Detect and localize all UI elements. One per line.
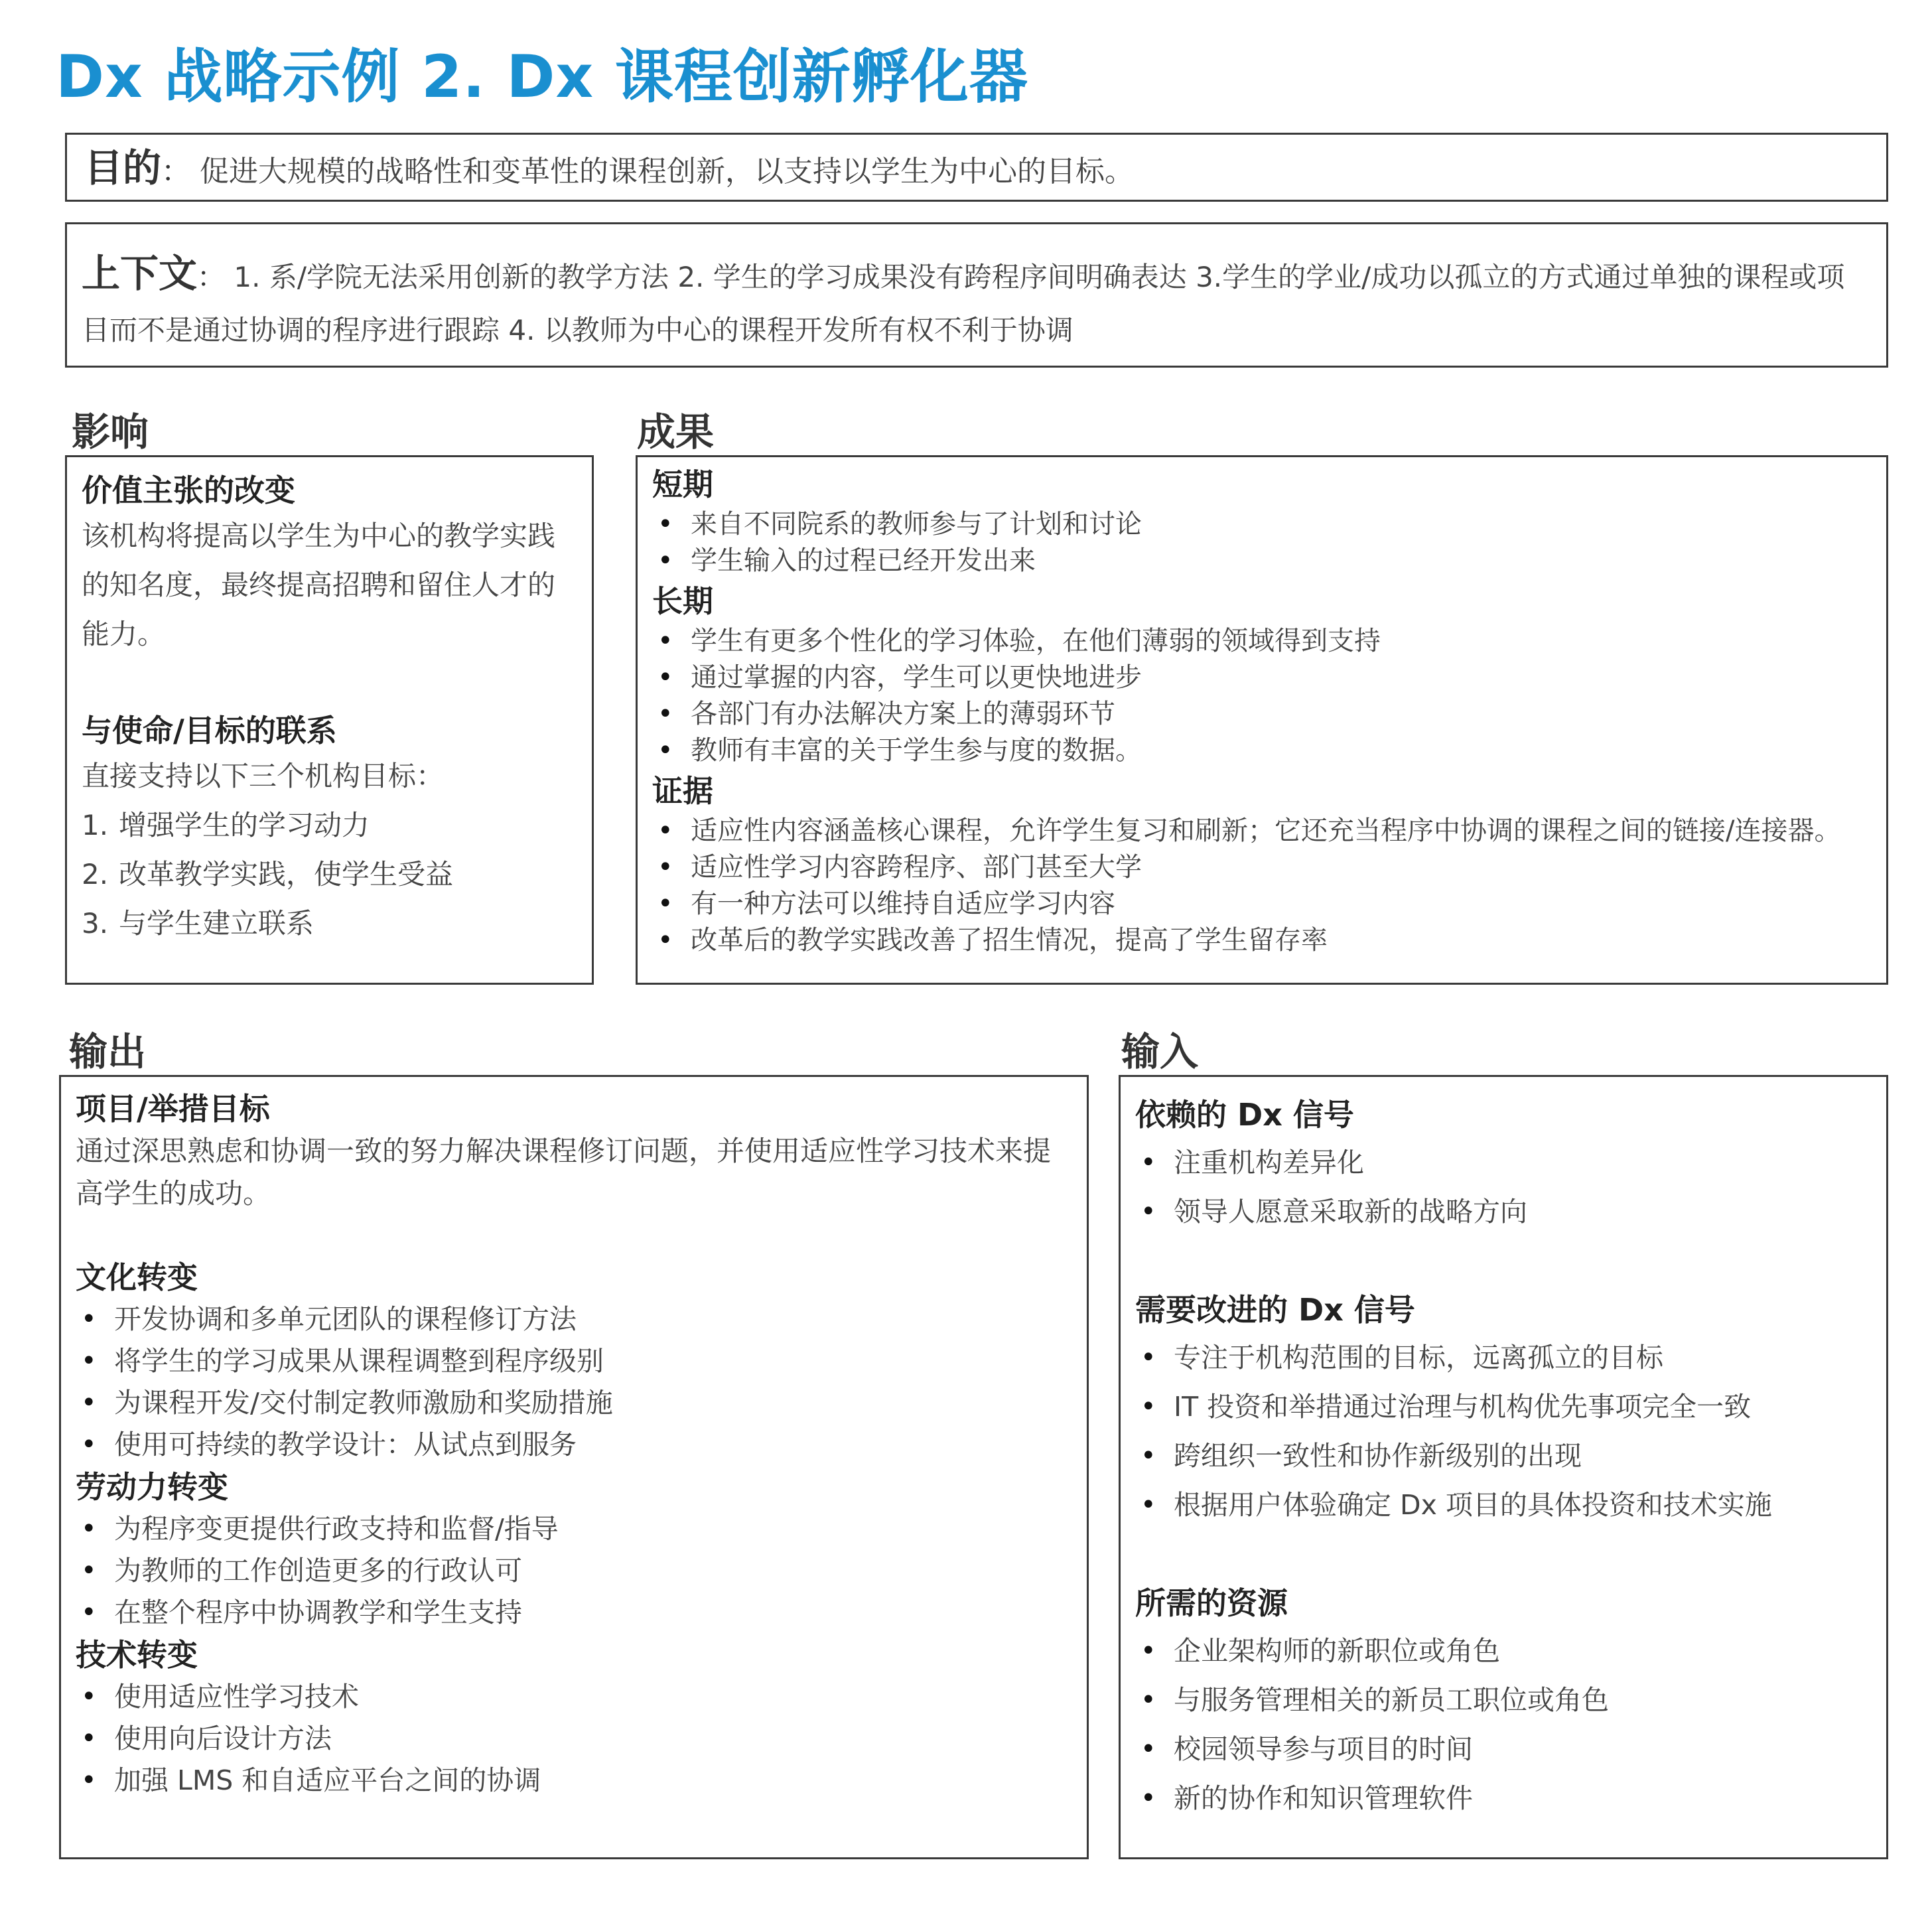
list-item: • 来自不同院系的教师参与了计划和讨论 xyxy=(652,506,1872,543)
list-item: 3. 与学生建立联系 xyxy=(82,907,314,940)
culture-list xyxy=(76,1299,1072,1466)
workforce-title: 劳动力转变 xyxy=(76,1469,228,1505)
list-item: • 通过掌握的内容，学生可以更快地进步 xyxy=(652,660,1872,696)
page-title: Dx 战略示例 2. Dx 课程创新孵化器 xyxy=(56,42,1028,111)
list-item: • IT 投资和举措通过治理与机构优先事项完全一致 xyxy=(1135,1382,1872,1431)
inputs-box xyxy=(1119,1075,1888,1859)
list-item: 1. 增强学生的学习动力 xyxy=(82,809,370,841)
resources-title: 所需的资源 xyxy=(1135,1585,1288,1621)
project-title: 项目/举措目标 xyxy=(76,1091,270,1127)
outputs-heading: 输出 xyxy=(69,1029,147,1074)
list-item: • 注重机构差异化 xyxy=(1135,1138,1872,1187)
list-item: • 新的协作和知识管理软件 xyxy=(1135,1774,1872,1823)
mission-text: 直接支持以下三个机构目标： xyxy=(82,760,445,792)
purpose-text: 促进大规模的战略性和变革性的课程创新，以支持以学生为中心的目标。 xyxy=(200,155,1135,188)
evidence-title: 证据 xyxy=(652,773,713,809)
list-item: • 加强 LMS 和自适应平台之间的协调 xyxy=(76,1760,1072,1802)
list-item: • 开发协调和多单元团队的课程修订方法 xyxy=(76,1299,1072,1340)
influence-box xyxy=(65,455,594,985)
list-item: • 使用向后设计方法 xyxy=(76,1718,1072,1760)
list-item: • 使用可持续的教学设计：从试点到服务 xyxy=(76,1424,1072,1466)
list-item: • 改革后的教学实践改善了招生情况，提高了学生留存率 xyxy=(652,922,1872,959)
project-text: 通过深思熟虑和协调一致的努力解决课程修订问题，并使用适应性学习技术来提高学生的成功。 xyxy=(76,1135,1052,1210)
list-item: • 适应性学习内容跨程序、部门甚至大学 xyxy=(652,849,1872,886)
list-item: • 为教师的工作创造更多的行政认可 xyxy=(76,1550,1072,1592)
list-item: • 使用适应性学习技术 xyxy=(76,1676,1072,1718)
list-item: • 领导人愿意采取新的战略方向 xyxy=(1135,1187,1872,1236)
short-term-list xyxy=(652,506,1872,579)
culture-title: 文化转变 xyxy=(76,1259,198,1295)
workforce-list xyxy=(76,1508,1072,1634)
tech-list xyxy=(76,1676,1072,1802)
improve-list xyxy=(1135,1333,1872,1529)
inputs-heading: 输入 xyxy=(1121,1029,1199,1074)
value-prop-text: 该机构将提高以学生为中心的教学实践的知名度，最终提高招聘和留住人才的能力。 xyxy=(82,520,556,650)
improve-title: 需要改进的 Dx 信号 xyxy=(1135,1292,1415,1328)
list-item: • 学生输入的过程已经开发出来 xyxy=(652,543,1872,579)
context-sep: ： xyxy=(197,261,226,293)
list-item: • 根据用户体验确定 Dx 项目的具体投资和技术实施 xyxy=(1135,1480,1872,1529)
long-term-title: 长期 xyxy=(652,583,713,619)
mission-title: 与使命/目标的联系 xyxy=(82,713,337,748)
list-item: • 校园领导参与项目的时间 xyxy=(1135,1725,1872,1774)
outputs-box xyxy=(59,1075,1089,1859)
tech-title: 技术转变 xyxy=(76,1637,198,1673)
purpose-label: 目的 xyxy=(84,145,162,190)
rely-list xyxy=(1135,1138,1872,1236)
list-item: • 为程序变更提供行政支持和监督/指导 xyxy=(76,1508,1072,1550)
context-text: 1. 系/学院无法采用创新的教学方法 2. 学生的学习成果没有跨程序间明确表达 3.学生的学业/成功以孤立的方式通过单独的课程或项目而不是通过协调的程序进行跟踪 4. 以教师为中心的课程开发所有权不利于协调 xyxy=(82,261,1845,346)
list-item: 2. 改革教学实践，使学生受益 xyxy=(82,858,454,890)
outcomes-box xyxy=(636,455,1888,985)
list-item: • 有一种方法可以维持自适应学习内容 xyxy=(652,886,1872,922)
list-item: • 各部门有办法解决方案上的薄弱环节 xyxy=(652,696,1872,733)
list-item: • 与服务管理相关的新员工职位或角色 xyxy=(1135,1675,1872,1725)
goals-list xyxy=(82,801,577,948)
value-prop-title: 价值主张的改变 xyxy=(82,472,295,508)
influence-heading: 影响 xyxy=(72,409,149,455)
list-item: • 教师有丰富的关于学生参与度的数据。 xyxy=(652,733,1872,769)
list-item: • 将学生的学习成果从课程调整到程序级别 xyxy=(76,1340,1072,1382)
outcomes-heading: 成果 xyxy=(637,409,715,455)
list-item: • 在整个程序中协调教学和学生支持 xyxy=(76,1592,1072,1634)
list-item: • 跨组织一致性和协作新级别的出现 xyxy=(1135,1431,1872,1480)
evidence-list xyxy=(652,813,1872,959)
context-label: 上下文 xyxy=(82,251,198,296)
list-item: • 适应性内容涵盖核心课程，允许学生复习和刷新；它还充当程序中协调的课程之间的链接/连接器。 xyxy=(652,813,1872,849)
purpose-box xyxy=(65,133,1888,202)
list-item: • 专注于机构范围的目标，远离孤立的目标 xyxy=(1135,1333,1872,1382)
context-box xyxy=(65,222,1888,368)
resources-list xyxy=(1135,1626,1872,1823)
list-item: • 学生有更多个性化的学习体验，在他们薄弱的领域得到支持 xyxy=(652,623,1872,660)
long-term-list xyxy=(652,623,1872,769)
rely-title: 依赖的 Dx 信号 xyxy=(1135,1097,1354,1133)
list-item: • 企业架构师的新职位或角色 xyxy=(1135,1626,1872,1675)
list-item: • 为课程开发/交付制定教师激励和奖励措施 xyxy=(76,1382,1072,1424)
purpose-sep: ： xyxy=(161,155,191,188)
short-term-title: 短期 xyxy=(652,466,713,502)
